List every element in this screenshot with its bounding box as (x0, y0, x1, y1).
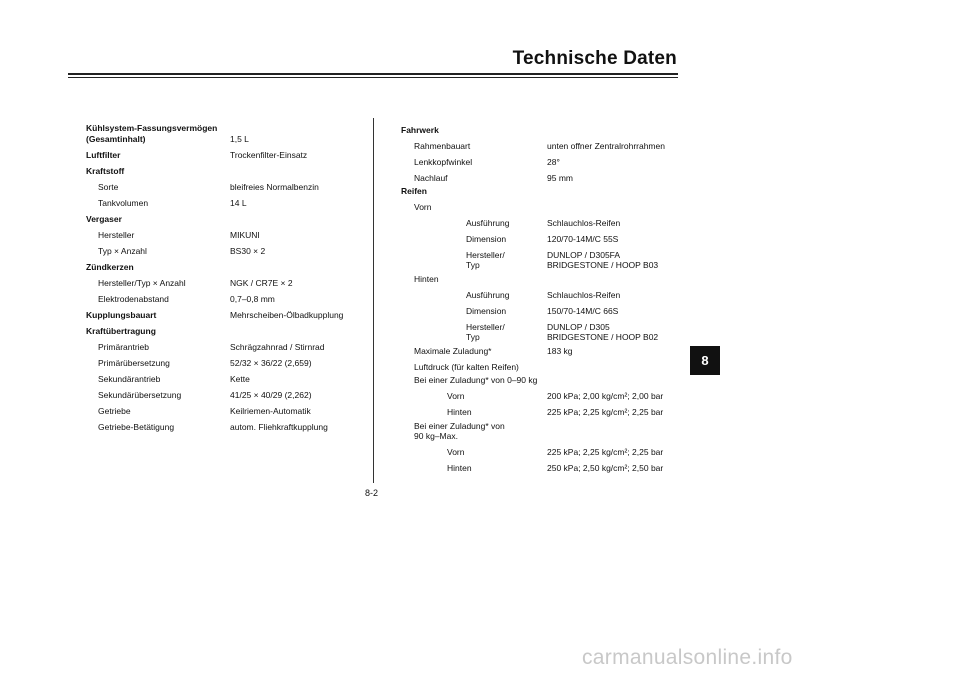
header-rule-thick (68, 73, 678, 75)
primary-ratio-label: Primärübersetzung (98, 358, 170, 368)
rear-size-value: 150/70-14M/C 66S (547, 306, 619, 316)
front-maker-label: Hersteller/ (466, 250, 505, 260)
page-title: Technische Daten (512, 48, 677, 69)
cooling-heading: Kühlsystem-Fassungsvermögen (86, 123, 218, 133)
spark-plug-type-label: Hersteller/Typ × Anzahl (98, 278, 186, 288)
spark-plug-type-value: NGK / CR7E × 2 (230, 278, 293, 288)
tires-heading: Reifen (401, 186, 427, 196)
load2-front-value: 225 kPa; 2,25 kg/cm²; 2,25 bar (547, 447, 664, 457)
load-range-2-subheading: 90 kg–Max. (414, 431, 458, 441)
chapter-tab: 8 (690, 346, 720, 375)
fuel-heading: Kraftstoff (86, 166, 125, 176)
rear-tire-label: Hinten (414, 274, 439, 284)
gear-operation-label: Getriebe-Betätigung (98, 422, 175, 432)
carb-heading: Vergaser (86, 214, 122, 224)
trail-label: Nachlauf (414, 173, 448, 183)
gearbox-value: Keilriemen-Automatik (230, 406, 311, 416)
spark-plug-heading: Zündkerzen (86, 262, 134, 272)
secondary-ratio-value: 41/25 × 40/29 (2,262) (230, 390, 312, 400)
caster-value: 28° (547, 157, 560, 167)
max-load-label: Maximale Zuladung* (414, 346, 492, 356)
column-divider (373, 118, 374, 483)
header-rule-thin (68, 77, 678, 78)
pressure-heading: Luftdruck (für kalten Reifen) (414, 362, 519, 372)
chassis-heading: Fahrwerk (401, 125, 439, 135)
front-maker-value-1: DUNLOP / D305FA (547, 250, 621, 260)
load2-rear-label: Hinten (447, 463, 472, 473)
clutch-value: Mehrscheiben-Ölbadkupplung (230, 310, 344, 320)
load1-rear-label: Hinten (447, 407, 472, 417)
drivetrain-heading: Kraftübertragung (86, 326, 156, 336)
secondary-drive-value: Kette (230, 374, 250, 384)
carb-maker-label: Hersteller (98, 230, 135, 240)
carb-maker-value: MIKUNI (230, 230, 260, 240)
watermark: carmanualsonline.info (582, 646, 793, 669)
spark-plug-gap-value: 0,7–0,8 mm (230, 294, 275, 304)
carb-type-value: BS30 × 2 (230, 246, 266, 256)
page-number: 8-2 (365, 488, 379, 498)
load-range-2-heading: Bei einer Zuladung* von (414, 421, 505, 431)
load1-rear-value: 225 kPa; 2,25 kg/cm²; 2,25 bar (547, 407, 664, 417)
load2-rear-value: 250 kPa; 2,50 kg/cm²; 2,50 bar (547, 463, 664, 473)
secondary-ratio-label: Sekundärübersetzung (98, 390, 182, 400)
clutch-label: Kupplungsbauart (86, 310, 157, 320)
spark-plug-gap-label: Elektrodenabstand (98, 294, 169, 304)
trail-value: 95 mm (547, 173, 573, 183)
secondary-drive-label: Sekundärantrieb (98, 374, 161, 384)
front-maker-value-2: BRIDGESTONE / HOOP B03 (547, 260, 659, 270)
max-load-value: 183 kg (547, 346, 573, 356)
rear-maker-label: Hersteller/ (466, 322, 505, 332)
cooling-value: 1,5 L (230, 134, 249, 144)
primary-ratio-value: 52/32 × 36/22 (2,659) (230, 358, 312, 368)
load1-front-label: Vorn (447, 391, 465, 401)
front-size-label: Dimension (466, 234, 507, 244)
front-type-sublabel: Typ (466, 260, 480, 270)
rear-maker-value-1: DUNLOP / D305 (547, 322, 610, 332)
air-filter-value: Trockenfilter-Einsatz (230, 150, 308, 160)
rear-size-label: Dimension (466, 306, 507, 316)
front-type-value: Schlauchlos-Reifen (547, 218, 621, 228)
load2-front-label: Vorn (447, 447, 465, 457)
front-type-label: Ausführung (466, 218, 510, 228)
gear-operation-value: autom. Fliehkraftkupplung (230, 422, 328, 432)
air-filter-label: Luftfilter (86, 150, 121, 160)
tank-value: 14 L (230, 198, 247, 208)
tank-label: Tankvolumen (98, 198, 149, 208)
frame-value: unten offner Zentralrohrrahmen (547, 141, 665, 151)
caster-label: Lenkkopfwinkel (414, 157, 473, 167)
rear-type-label: Ausführung (466, 290, 510, 300)
frame-label: Rahmenbauart (414, 141, 471, 151)
rear-type-value: Schlauchlos-Reifen (547, 290, 621, 300)
fuel-type-label: Sorte (98, 182, 119, 192)
load1-front-value: 200 kPa; 2,00 kg/cm²; 2,00 bar (547, 391, 664, 401)
front-tire-label: Vorn (414, 202, 432, 212)
front-size-value: 120/70-14M/C 55S (547, 234, 619, 244)
load-range-1-heading: Bei einer Zuladung* von 0–90 kg (414, 375, 538, 385)
primary-drive-value: Schrägzahnrad / Stirnrad (230, 342, 325, 352)
gearbox-label: Getriebe (98, 406, 131, 416)
carb-type-label: Typ × Anzahl (98, 246, 147, 256)
rear-maker-value-2: BRIDGESTONE / HOOP B02 (547, 332, 659, 342)
rear-type-sublabel: Typ (466, 332, 480, 342)
fuel-type-value: bleifreies Normalbenzin (230, 182, 319, 192)
cooling-subheading: (Gesamtinhalt) (86, 134, 146, 144)
primary-drive-label: Primärantrieb (98, 342, 150, 352)
